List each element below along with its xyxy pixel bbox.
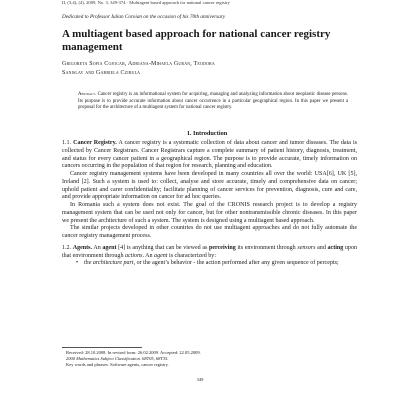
footnote-received: Received: 28.10.2008. In revised form: 26.02.2009. Accepted: 22.05.2009. — [66, 350, 201, 355]
abstract — [78, 92, 348, 112]
footnote-msc: 2000 Mathematics Subject Classification. 68T05, 68T35. — [66, 355, 169, 361]
text-run: An — [92, 244, 103, 251]
page-number: 349 — [196, 377, 204, 382]
subsection-agents — [62, 245, 357, 261]
term-agent: agent — [102, 244, 117, 251]
footnote-keywords: Key words and phrases. Software agents, cancer registry. — [66, 361, 169, 367]
list-item-text: , or the agent’s behavior - the action performed after any given sequence of percepts; — [133, 260, 339, 267]
paragraph-text: A cancer registry is a systematic collection of data about cancer and tumor diseases. The data is collected by Cancer Registrars. Cancer Registrars capture a complete summary of patient history, diagnosis, treatment, and status for every cancer patient in a geographical region. The purpose is to provide accurate, timely information on cancers occurring in the population of that region for research, planning and education. — [62, 140, 357, 170]
agent-characteristics-list — [62, 260, 357, 268]
authors-line-1: Grigoreta Sofia Cojocar, Adriana-Mihaela Guran, Teodora — [62, 61, 215, 67]
subsection-title: Cancer Registry. — [73, 140, 117, 146]
bullet-icon: • — [76, 260, 79, 267]
running-head: II, (3,4), (4), 2009, No. 3, 349-374 · Multiagent based approach for national cancer registry — [62, 0, 230, 5]
text-run: and — [315, 244, 328, 251]
paragraph-romania: In Romania such a system does not exist. The goal of the CRONIS research project is to develop a registry management system that can be used not only for cancer, but for other nontransmissible chronic diseases. In this paper we present the architecture of such a system. The system is designed using a multiagent based approach. — [62, 202, 357, 224]
text-run: is characterized by: — [167, 252, 217, 259]
term-perceiving: perceiving — [208, 244, 236, 251]
text-run: upon that environment through — [62, 244, 357, 259]
paragraph-systems-worldwide: Cancer registry management systems have been developed in many countries all over the world: USA[6], UK [5], Ireland [2]. Such a system is used to: collect, analyse and store accurate, timely and comprehensive data on cancer; uphold patient and carer confidentiality; facilitate planning of cancer services for prevention, diagnosis, cure and care, and provide appropriate information on cancer for ad hoc queries. — [62, 171, 357, 201]
footnote-rule — [62, 347, 142, 348]
paragraph-similar-projects: The similar projects developed in other countries do not use multiagent approaches and do not fully automate the cancer registry management process. — [62, 225, 357, 239]
body-text — [62, 140, 357, 268]
subsection-number: 1.1. — [62, 140, 72, 146]
authors — [62, 60, 352, 78]
footnotes — [66, 350, 326, 367]
list-item-term: the architecture part — [84, 260, 134, 267]
subsection-title: Agents. — [72, 244, 93, 251]
abstract-label: Abstract. — [78, 92, 97, 97]
term-actions: actions — [124, 252, 143, 259]
text-run: its environment through — [235, 244, 298, 251]
subsection-number: 1.2. — [62, 244, 72, 251]
list-item — [76, 260, 357, 268]
term-sensors: sensors — [297, 244, 316, 251]
authors-line-2: Sanislav and Gabriela Czibula — [62, 70, 141, 76]
abstract-text: Cancer registry is an informational system for acquiring, managing and analyzing information about neoplastic disease persons. Its purpose is to provide accurate information about cancer occurrence in a particular geographical region. In this paper we present a proposal for the architecture of a multiagent system for national cancer registry. — [78, 92, 348, 111]
section-heading-introduction: 1. Introduction — [186, 130, 228, 137]
dedication: Dedicated to Professor Iulian Coroian on the occasion of his 70th anniversary — [62, 14, 226, 20]
term-acting: acting — [327, 244, 344, 251]
text-run: [4] is anything that can be viewed as — [116, 244, 209, 251]
term-agent-2: agent — [154, 252, 168, 259]
paper-title: A multiagent based approach for national cancer registry management — [62, 28, 331, 53]
text-run: . An — [142, 252, 155, 259]
subsection-cancer-registry — [62, 140, 357, 171]
